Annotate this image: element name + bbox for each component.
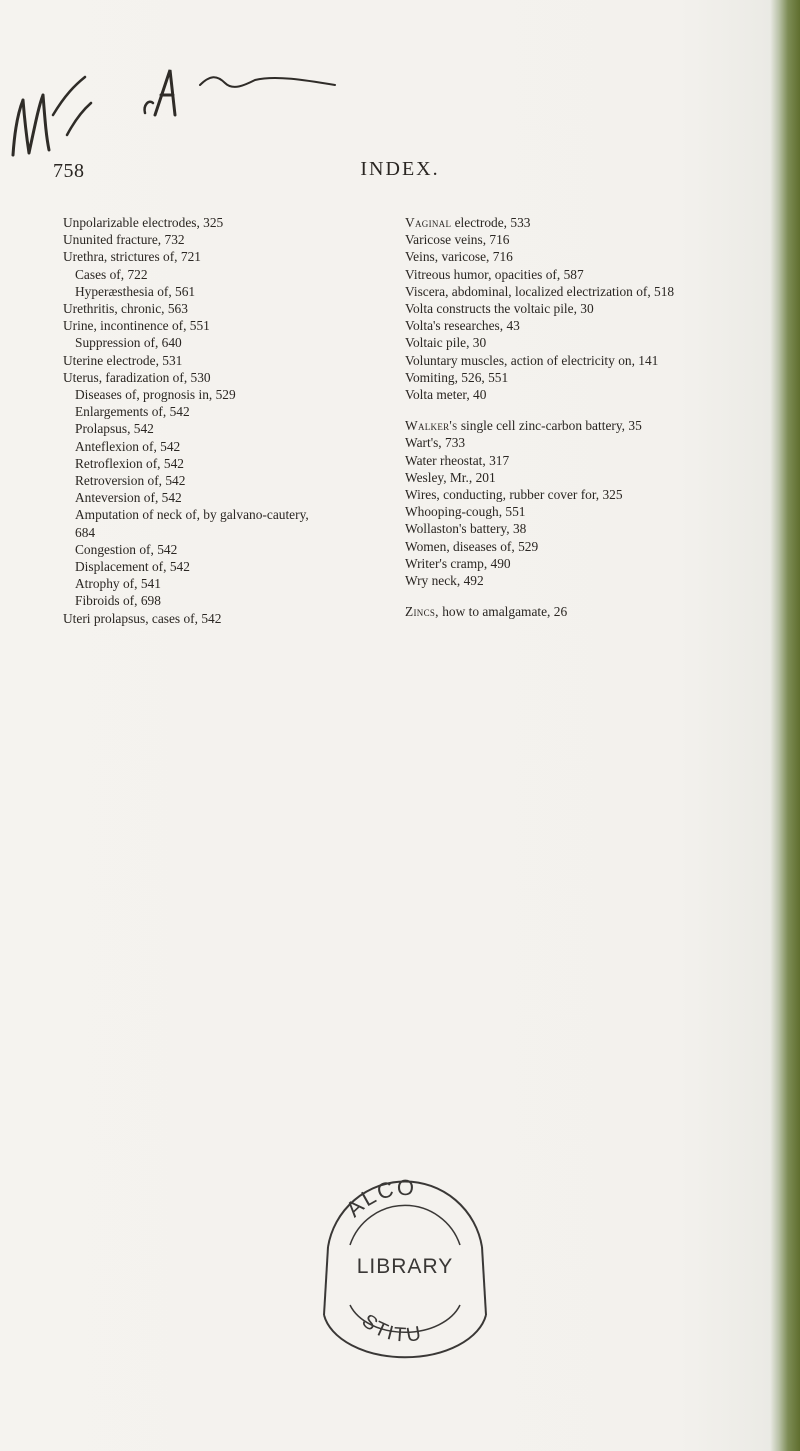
page-number: 758 [53,160,85,182]
index-subentry: Anteflexion of, 542 [75,438,181,454]
index-subentry: Anteversion of, 542 [75,490,182,506]
letter-lead-word: Vaginal [405,215,452,230]
index-entry: Water rheostat, 317 [405,452,510,468]
index-entry: Vitreous humor, opacities of, 587 [405,266,584,282]
index-subentry: Retroflexion of, 542 [75,455,184,471]
index-subentry: Fibroids of, 698 [75,593,161,609]
handwritten-scribble [5,55,345,165]
stamp-center-text: LIBRARY [356,1255,454,1278]
index-entry: Urethra, strictures of, 721 [63,249,201,265]
index-entry: Vomiting, 526, 551 [405,369,509,385]
index-entry: Volta's researches, 43 [405,318,520,334]
index-entry: Whooping-cough, 551 [405,504,526,520]
index-entry: Urine, incontinence of, 551 [63,318,210,334]
stamp-bottom-arc-text: STITU [357,1310,425,1347]
library-stamp [310,1175,500,1365]
index-entry: Wires, conducting, rubber cover for, 325 [405,487,623,503]
index-subentry: Atrophy of, 541 [75,576,161,592]
index-entry: Zincs, how to amalgamate, 26 [405,604,568,620]
letter-lead-word: Walker's [405,418,458,434]
index-subentry: Prolapsus, 542 [75,421,154,437]
index-subentry: Cases of, 722 [75,266,148,282]
index-entry: Voltaic pile, 30 [405,335,487,351]
svg-text:ALCO [341,1175,416,1222]
index-entry: Uterus, faradization of, 530 [63,369,211,385]
index-column-left [63,214,403,627]
index-column-right [405,214,775,620]
letter-gap [405,589,775,603]
index-subentry: Suppression of, 640 [75,335,182,351]
index-subentry: Congestion of, 542 [75,541,178,557]
index-entry: Writer's cramp, 490 [405,555,511,571]
index-entry: Vaginal electrode, 533 [405,215,531,230]
stamp-top-arc-text: ALCO [340,1175,417,1222]
index-entry: Women, diseases of, 529 [405,538,539,554]
index-entry: Veins, varicose, 716 [405,249,513,265]
index-entry: Volta meter, 40 [405,387,487,403]
index-entry: Uteri prolapsus, cases of, 542 [63,610,222,626]
index-entry: Wry neck, 492 [405,573,484,589]
index-entry: Wesley, Mr., 201 [405,469,496,485]
running-head: INDEX. [360,158,440,180]
index-subentry: Hyperæsthesia of, 561 [75,283,196,299]
index-subentry: Displacement of, 542 [75,559,190,575]
index-entry: Walker's single cell zinc-carbon battery, 35 [405,418,642,434]
index-subentry: Retroversion of, 542 [75,473,186,489]
index-entry: Wollaston's battery, 38 [405,521,527,537]
index-subentry: Enlargements of, 542 [75,404,190,420]
index-entry: Uterine electrode, 531 [63,352,183,368]
index-entry: Varicose veins, 716 [405,232,510,248]
index-entry: Viscera, abdominal, localized electrization of, 518 [405,283,675,299]
svg-text:STITU [358,1310,425,1347]
index-entry: Urethritis, chronic, 563 [63,301,188,317]
index-subentry: Amputation of neck of, by galvano-cautery, [75,507,309,523]
index-subentry-continuation: 684 [75,524,96,540]
index-entry: Ununited fracture, 732 [63,232,185,248]
index-entry: Unpolarizable electrodes, 325 [63,215,224,230]
index-entry: Volta constructs the voltaic pile, 30 [405,301,594,317]
letter-gap [405,403,775,417]
index-entry: Voluntary muscles, action of electricity on, 141 [405,352,659,368]
index-entry: Wart's, 733 [405,435,466,451]
index-subentry: Diseases of, prognosis in, 529 [75,387,236,403]
letter-lead-word: Zincs, [405,604,439,620]
